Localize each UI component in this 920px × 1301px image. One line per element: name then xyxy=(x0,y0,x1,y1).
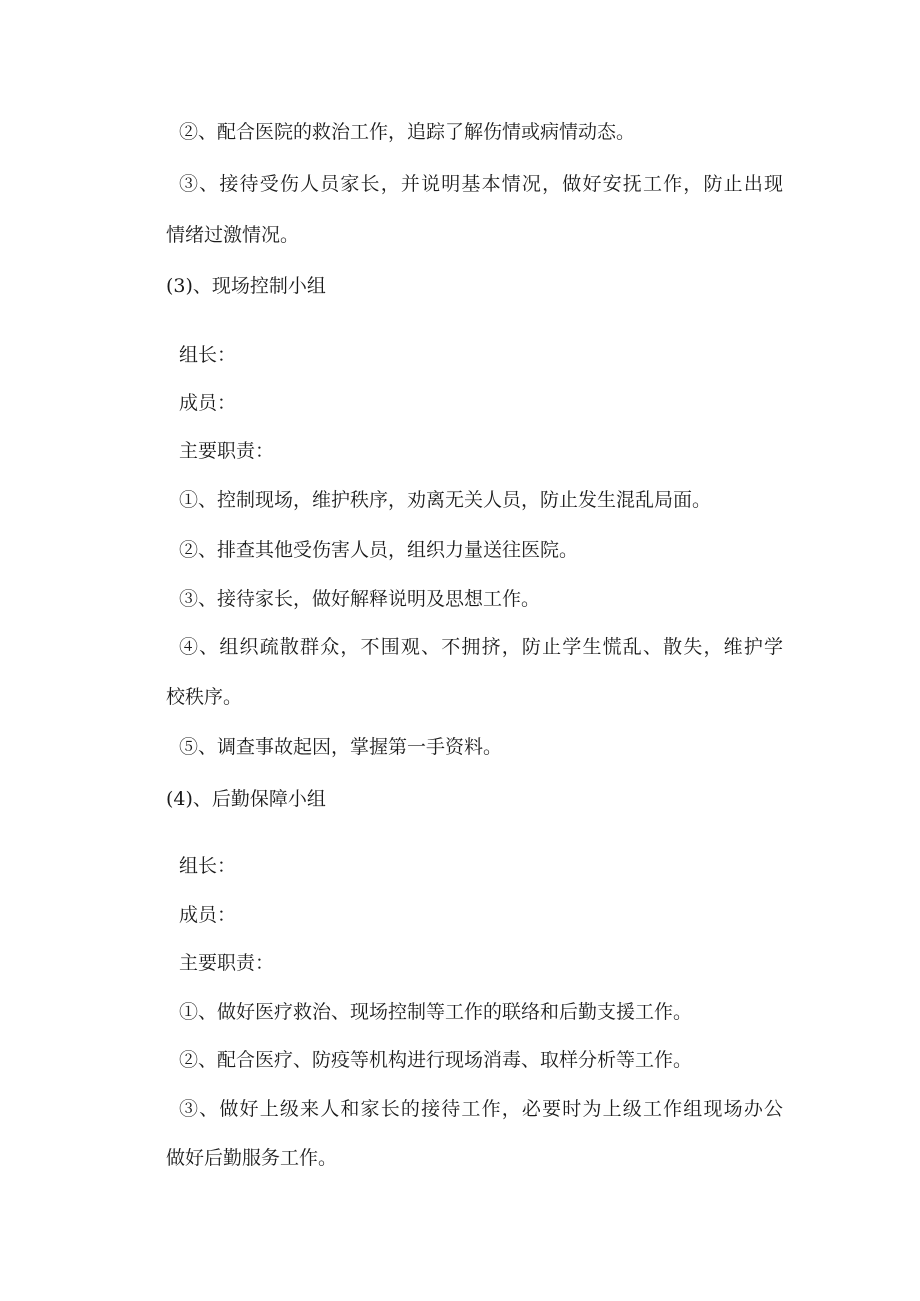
text-line: 成员： xyxy=(179,904,237,926)
text-line: 成员： xyxy=(179,392,237,414)
text-line: 情绪过激情况。 xyxy=(166,224,300,246)
text-line: 主要职责： xyxy=(179,952,275,974)
text-line: ②、配合医院的救治工作，追踪了解伤情或病情动态。 xyxy=(179,121,636,143)
text-line: ②、配合医疗、防疫等机构进行现场消毒、取样分析等工作。 xyxy=(179,1049,693,1071)
text-line: 做好后勤服务工作。 xyxy=(166,1147,338,1169)
text-line: ③、接待家长，做好解释说明及思想工作。 xyxy=(179,588,541,610)
text-line: 组长： xyxy=(179,855,237,877)
text-line: ②、排查其他受伤害人员，组织力量送往医院。 xyxy=(179,539,579,561)
text-line: 主要职责： xyxy=(179,440,275,462)
text-line: ③、做好上级来人和家长的接待工作，必要时为上级工作组现场办公 xyxy=(179,1098,783,1120)
section-heading: (3)、现场控制小组 xyxy=(166,275,326,297)
text-line: ③、接待受伤人员家长，并说明基本情况，做好安抚工作，防止出现 xyxy=(179,173,783,195)
text-line: 组长： xyxy=(179,344,237,366)
text-line: ④、组织疏散群众，不围观、不拥挤，防止学生慌乱、散失，维护学 xyxy=(179,636,783,658)
text-line: ⑤、调查事故起因，掌握第一手资料。 xyxy=(179,736,503,758)
text-line: 校秩序。 xyxy=(166,686,243,708)
text-line: ①、控制现场，维护秩序，劝离无关人员，防止发生混乱局面。 xyxy=(179,489,712,511)
text-line: ①、做好医疗救治、现场控制等工作的联络和后勤支援工作。 xyxy=(179,1001,693,1023)
section-heading: (4)、后勤保障小组 xyxy=(166,788,326,810)
